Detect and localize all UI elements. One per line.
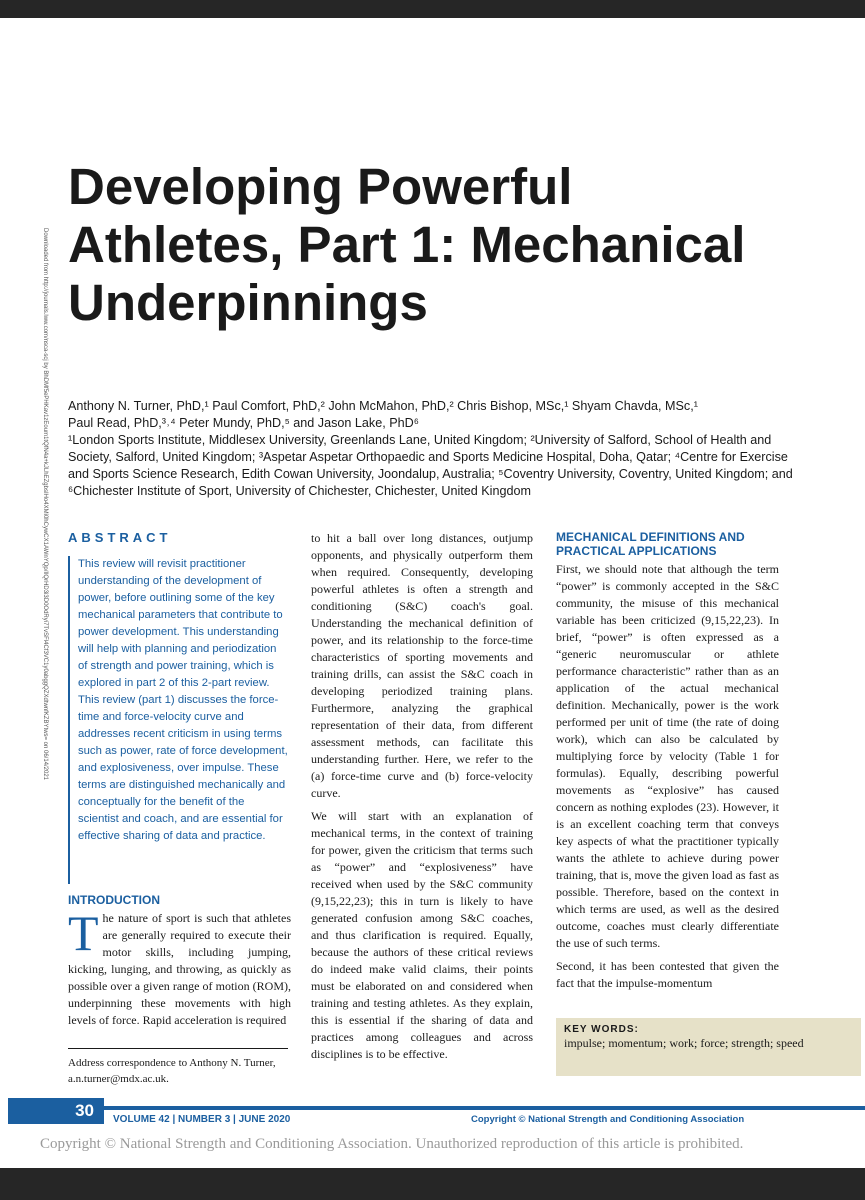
- abstract-box: [68, 556, 288, 884]
- page-number: 30: [8, 1098, 104, 1124]
- affiliations: ¹London Sports Institute, Middlesex University, Greenlands Lane, United Kingdom; ²University of Salford, School of Health and Society, Salford, United Kingdom; ³Aspetar Aspetar Orthopaedic and Sports Medicine Hospital, Doha, Qatar; ⁴Centre for Exercise and Sports Science Research, Edith Cowan University, Joondalup, Australia; ⁵Coventry University, Coventry, United Kingdom; and ⁶Chichester Institute of Sport, University of Chichester, Chichester, United Kingdom: [68, 433, 793, 498]
- article-title: Developing Powerful Athletes, Part 1: Mechanical Underpinnings: [68, 158, 746, 331]
- introduction-body: he nature of sport is such that athletes are generally required to execute their motor skills, including jumping, kicking, lunging, and throwing, as quickly as possible over a given range of motion (ROM), underpinning these movements with high levels of force. Rapid acceleration is required: [68, 911, 291, 1027]
- download-side-note: Downloaded from http://journals.lww.com/nsca-scj by BhDMf5ePHKav1zEoum1tQfN4a+kJLhEZgbsIHo4XMi0hCywCX1AWnYQp/IlQrHD3i3D0OdRyi7TvSFl4Cf3VC1y0abggQZXdtwnfKZBYtws= on 06/14/2021: [42, 228, 48, 781]
- journal-info: VOLUME 42 | NUMBER 3 | JUNE 2020: [113, 1114, 291, 1125]
- keywords-label: KEY WORDS:: [564, 1024, 639, 1035]
- viewer-top-bar: [0, 0, 865, 18]
- footer-rule: [8, 1106, 865, 1110]
- introduction-text: [68, 905, 291, 1029]
- author-line-1: Anthony N. Turner, PhD,¹ Paul Comfort, PhD,² John McMahon, PhD,² Chris Bishop, MSc,¹ Shyam Chavda, MSc,¹: [68, 399, 698, 413]
- keywords-box: [556, 1018, 861, 1076]
- abstract-heading: ABSTRACT: [68, 530, 172, 545]
- correspondence-address: Address correspondence to Anthony N. Turner, a.n.turner@mdx.ac.uk.: [68, 1048, 288, 1087]
- viewer-bottom-bar: [0, 1168, 865, 1200]
- mechanical-definitions-heading: MECHANICAL DEFINITIONS AND PRACTICAL APPLICATIONS: [556, 530, 745, 558]
- column-2-paragraph-2: We will start with an explanation of mechanical terms, in the context of training for power, given the criticism that terms such as “power” and “explosiveness” have received when used by the S&C community (9,15,22,23); this in turn is likely to have generated confusion among S&C coaches, and thus clarification is required. Equally, because the authors of these critical reviews do indeed make valid claims, their points must be elaborated on and considered when training and testing athletes. As they explain, this is essential if the sharing of data and practices among colleagues and across disciplines is to be effective.: [311, 809, 533, 1061]
- article-page: [8, 18, 865, 1168]
- column-3-paragraph-2: Second, it has been contested that given the fact that the impulse-momentum: [556, 959, 779, 990]
- author-line-2: Paul Read, PhD,³˒⁴ Peter Mundy, PhD,⁵ and Jason Lake, PhD⁶: [68, 416, 419, 430]
- abstract-text: This review will revisit practitioner understanding of the development of power, before outlining some of the key mechanical parameters that contribute to power development. This understanding will help with planning and periodization of strength and power training, which is explored in part 2 of this 2-part review. This review (part 1) discusses the force-time and force-velocity curve and addresses recent criticism in using terms such as power, rate of force development, and explosiveness, over impulse. These terms are distinguished mechanically and conceptually for the benefit of the scientist and coach, and are essential for effective sharing of data and practice.: [78, 558, 288, 842]
- footer-copyright: Copyright © National Strength and Conditioning Association: [471, 1114, 745, 1125]
- author-block: [68, 398, 808, 500]
- introduction-heading: INTRODUCTION: [68, 893, 160, 907]
- drop-cap: T: [68, 905, 99, 961]
- keywords-text: impulse; momentum; work; force; strength; speed: [564, 1036, 804, 1050]
- column-2: [311, 530, 533, 1069]
- column-3: [556, 561, 779, 998]
- reproduction-notice: Copyright © National Strength and Conditioning Association. Unauthorized reproduction of this article is prohibited.: [40, 1136, 744, 1152]
- column-3-paragraph-1: First, we should note that although the term “power” is commonly accepted in the S&C community, the misuse of this mechanical variable has been criticized (9,15,22,23). In brief, “power” is often expressed as a “generic neuromuscular or athlete performance characteristic” rather than as an application of the actual mechanical definition. Mechanically, power is the work performed per unit of time (the rate of doing work), which can also be calculated by multiplying force by velocity (Table 1 for formulas). Equally, describing powerful movements as “explosive” has caused concern as nothing explodes (23). However, it is an excellent coaching term that conveys key aspects of what the practitioner typically wants the athlete to achieve during power training, that is, move the given load as fast as possible. Therefore, based on the context in which terms are used, as well as the desired outcome, coaches must clearly differentiate the use of such terms.: [556, 562, 779, 950]
- column-2-paragraph-1: to hit a ball over long distances, outjump opponents, and physically outperform them when required. Consequently, developing powerful athletes is often a strength and conditioning (S&C) coach's goal. Understanding the mechanical definition of power, and its relationship to the force-time characteristics of sporting movements and training drills, can assist the S&C coach in developing periodized training plans. Furthermore, analyzing the graphical representation of their data, from different assessment methods, can facilitate this understanding further. Here, we refer to the (a) force-time curve and (b) force-velocity curve.: [311, 531, 533, 800]
